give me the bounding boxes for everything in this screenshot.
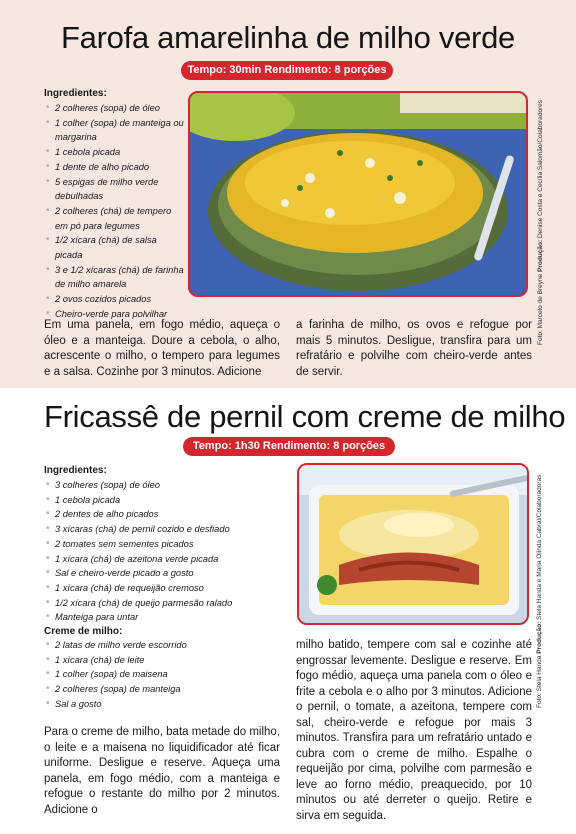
recipe1-title: Farofa amarelinha de milho verde: [61, 20, 515, 55]
ingredient-item: • 2 colheres (sopa) de óleo: [44, 101, 184, 116]
ingredient-item: • Sal a gosto: [44, 697, 284, 712]
ingredient-item: • 1/2 xícara (chá) de queijo parmesão ralado: [44, 596, 284, 611]
recipe1-method-col1: Em uma panela, em fogo médio, aqueça o óleo e a manteiga. Doure a cebola, o alho, acrescente o milho, o tempero para legumes e a salsa. Cozinhe por 3 minutos. Adicione: [44, 319, 280, 378]
ingredient-item: • 1 colher (sopa) de manteiga ou margarina: [44, 116, 184, 145]
recipe1-method-col2: a farinha de milho, os ovos e refogue por mais 5 minutos. Desligue, transfira para um refratário e polvilhe com cheiro-verde antes de servir.: [296, 319, 532, 378]
recipe2-cream-label: Creme de milho:: [44, 626, 123, 638]
recipe2-photo-credit: Foto: Stela Handa Produção: Stela Handa e Maria Olinda Cabral/Colaboradoras: [536, 474, 543, 708]
ingredient-item: • 1/2 xícara (chá) de salsa picada: [44, 233, 184, 262]
ingredient-item: • Manteiga para untar: [44, 610, 284, 625]
ingredient-item: • 3 e 1/2 xícaras (chá) de farinha de milho amarela: [44, 263, 184, 292]
ingredient-item: • 1 xícara (chá) de requeijão cremoso: [44, 581, 284, 596]
fricasse-dish-illustration: [299, 465, 527, 623]
ingredient-item: • 1 cebola picada: [44, 493, 284, 508]
ingredient-item: • 3 colheres (sopa) de óleo: [44, 478, 284, 493]
recipe2-method-col1: Para o creme de milho, bata metade do milho, o leite e a maisena no liquidificador até ficar uniforme. Desligue e reserve. Aqueça uma panela, em fogo médio, com a manteiga e refogue o restante do milho por 2 minutos. Adicione o: [44, 726, 280, 816]
farofa-dish-illustration: [190, 93, 526, 295]
recipe1-photo-credit: Foto: Marcelo de Breyne Produção: Denise Costa e Cecília Salomão/Colaboradores: [537, 100, 544, 345]
ingredient-item: • 5 espigas de milho verde debulhadas: [44, 175, 184, 204]
recipe2-ingredients-label: Ingredientes:: [44, 465, 107, 476]
recipe2-title: Fricassê de pernil com creme de milho: [44, 399, 566, 434]
ingredient-item: • Cheiro-verde para polvilhar: [44, 307, 184, 322]
ingredient-item: • 2 colheres (chá) de tempero em pó para legumes: [44, 204, 184, 233]
ingredient-item: • 2 latas de milho verde escorrido: [44, 638, 284, 653]
recipe1-ingredients-label: Ingredientes:: [44, 88, 107, 99]
ingredient-item: • 1 colher (sopa) de maisena: [44, 667, 284, 682]
recipe1-ingredients: [44, 88, 184, 322]
ingredient-item: • Sal e cheiro-verde picado a gosto: [44, 566, 284, 581]
ingredient-item: • 2 dentes de alho picados: [44, 507, 284, 522]
farofa-photo: [188, 91, 528, 297]
recipe2-method-col2: milho batido, tempere com sal e cozinhe até engrossar levemente. Desligue e reserve. Em fogo médio, aqueça uma panela com o óleo e frite a cebola e o alho por 3 minutos. Adicione o pernil, o tomate, a azeitona, tempere com sal, cheiro-verde e refogue por mais 3 minutos. Transfira para um refratário untado e cubra com o creme de milho. Espalhe o requeijão por cima, polvilhe com parmesão e leve ao forno médio, preaquecido, por 10 minutos ou até derreter o queijo. Retire e sirva em seguida.: [296, 639, 532, 822]
ingredient-item: • 1 cebola picada: [44, 145, 184, 160]
ingredient-item: • 2 ovos cozidos picados: [44, 292, 184, 307]
ingredient-item: • 3 xícaras (chá) de pernil cozido e desfiado: [44, 522, 284, 537]
fricasse-photo: [297, 463, 529, 625]
ingredient-item: • 1 dente de alho picado: [44, 160, 184, 175]
ingredient-item: • 1 xícara (chá) de azeitona verde picada: [44, 552, 284, 567]
recipe2-ingredients: [44, 465, 284, 712]
ingredient-item: • 1 xícara (chá) de leite: [44, 653, 284, 668]
recipe2-meta-badge: Tempo: 1h30 Rendimento: 8 porções: [183, 437, 395, 456]
ingredient-item: • 2 tomates sem sementes picados: [44, 537, 284, 552]
ingredient-item: • 2 colheres (sopa) de manteiga: [44, 682, 284, 697]
recipe1-meta-badge: Tempo: 30min Rendimento: 8 porções: [181, 61, 393, 80]
